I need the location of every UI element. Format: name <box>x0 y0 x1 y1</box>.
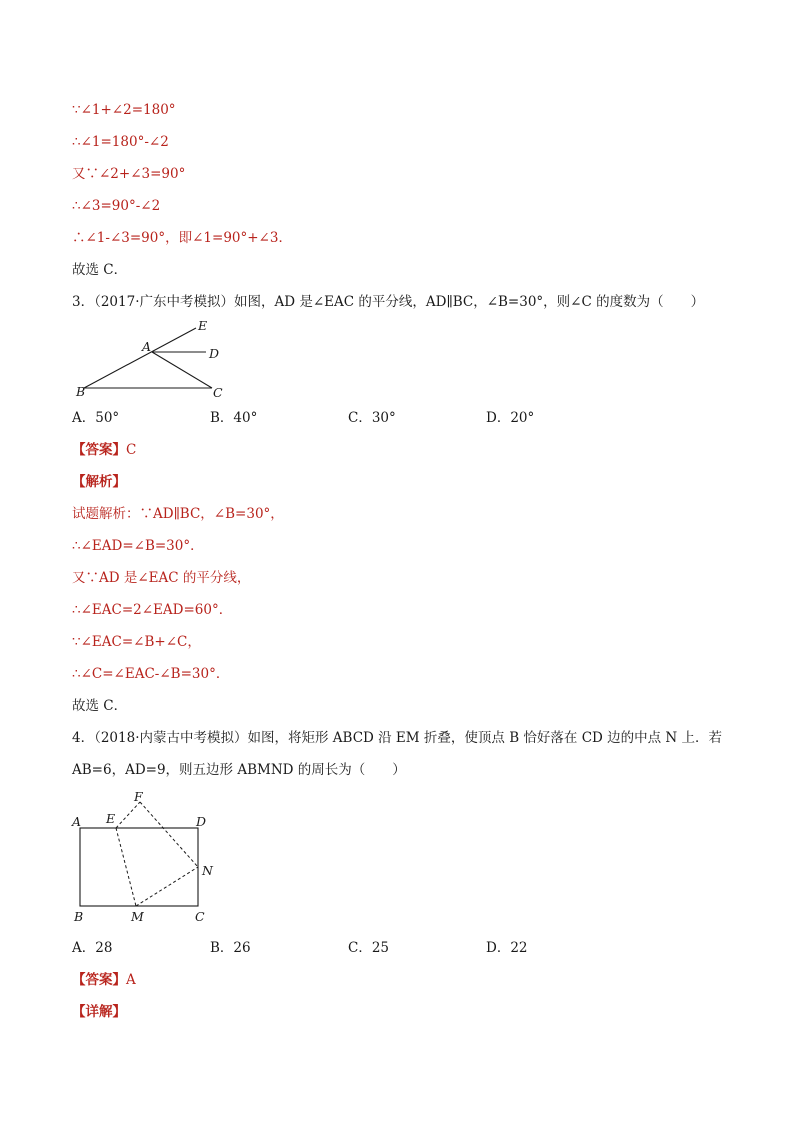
label-A: A <box>72 814 82 829</box>
label-C: C <box>195 909 205 924</box>
solution-choice: 故选 C． <box>72 262 128 278</box>
question-4-figure <box>70 788 230 928</box>
q3-option-a: A．50° <box>72 410 120 426</box>
q3-choice: 故选 C． <box>72 698 128 714</box>
label-E: E <box>106 811 116 826</box>
segment-AC <box>152 352 212 388</box>
question-3-figure <box>72 316 232 400</box>
segment-FN <box>140 802 198 867</box>
label-A: A <box>142 339 152 354</box>
label-C: C <box>213 385 223 400</box>
q3-step-2: ∴∠EAD=∠B=30°． <box>72 538 204 554</box>
q3-step-1: 试题解析：∵AD∥BC，∠B=30°， <box>72 506 284 522</box>
q4-option-d: D．22 <box>486 940 528 956</box>
q3-option-c: C．30° <box>348 410 396 426</box>
question-4-stem-line-1: 4．（2018·内蒙古中考模拟）如图，将矩形 ABCD 沿 EM 折叠，使顶点 B 恰好落在 CD 边的中点 N 上．若 <box>72 730 723 746</box>
label-F: F <box>134 789 143 804</box>
question-3-stem: 3．（2017·广东中考模拟）如图，AD 是∠EAC 的平分线，AD∥BC，∠B=30°，则∠C 的度数为（ ） <box>72 294 705 310</box>
question-4-stem-line-2: AB=6，AD=9，则五边形 ABMND 的周长为（ ） <box>72 762 406 778</box>
detail-tag: 【详解】 <box>72 1004 126 1020</box>
label-B: B <box>74 909 84 924</box>
q3-step-6: ∴∠C=∠EAC-∠B=30°． <box>72 666 230 682</box>
solution-line-4: ∴∠3=90°-∠2 <box>72 198 161 214</box>
q4-answer-line <box>72 970 136 990</box>
segment-MN <box>136 867 198 906</box>
analysis-tag: 【解析】 <box>72 474 126 490</box>
q3-option-d: D．20° <box>486 410 535 426</box>
answer-value: A <box>126 972 136 988</box>
solution-line-5: ∴∠1-∠3=90°，即∠1=90°+∠3． <box>72 230 292 246</box>
label-E: E <box>198 318 208 333</box>
q3-step-4: ∴∠EAC=2∠EAD=60°． <box>72 602 233 618</box>
rectangle-ABCD <box>80 828 198 906</box>
segment-EF <box>116 802 140 828</box>
fold-line-EM <box>116 828 136 906</box>
label-N: N <box>202 863 213 878</box>
label-M: M <box>131 909 144 924</box>
q4-option-a: A．28 <box>72 940 113 956</box>
label-B: B <box>76 384 86 399</box>
q3-step-5: ∵∠EAC=∠B+∠C， <box>72 634 201 650</box>
answer-tag: 【答案】 <box>72 442 126 458</box>
label-D: D <box>196 814 207 829</box>
q3-option-b: B．40° <box>210 410 258 426</box>
solution-line-3: 又∵∠2+∠3=90° <box>72 166 186 182</box>
solution-line-1: ∵∠1+∠2=180° <box>72 102 176 118</box>
answer-tag: 【答案】 <box>72 972 126 988</box>
q4-option-b: B．26 <box>210 940 251 956</box>
solution-line-2: ∴∠1=180°-∠2 <box>72 134 169 150</box>
ray-BAE <box>84 328 196 388</box>
q3-answer-line <box>72 440 136 460</box>
q3-step-3: 又∵AD 是∠EAC 的平分线， <box>72 570 251 586</box>
q4-option-c: C．25 <box>348 940 390 956</box>
answer-value: C <box>126 442 137 458</box>
label-D: D <box>209 346 220 361</box>
